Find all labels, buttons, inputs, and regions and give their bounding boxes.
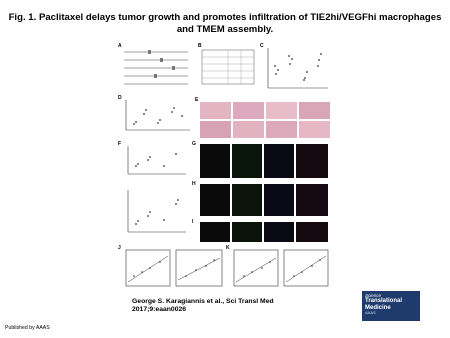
panel-c <box>260 44 330 96</box>
fluor-micrograph-h4 <box>296 184 328 216</box>
panel-f-plot <box>118 142 188 182</box>
panel-f <box>118 142 188 182</box>
panel-g <box>192 142 330 180</box>
he-micrograph-4 <box>299 102 330 119</box>
panel-label-k: K <box>226 245 230 251</box>
citation-line1: George S. Karagiannis et al., Sci Transl Med <box>132 298 274 305</box>
panel-label-c: C <box>260 43 264 49</box>
citation <box>132 298 274 315</box>
fluor-micrograph-i3 <box>264 222 294 242</box>
he-micrograph-3 <box>266 102 297 119</box>
he-micrograph-7 <box>266 121 297 138</box>
he-micrograph-6 <box>233 121 264 138</box>
panel-label-a: A <box>118 43 122 49</box>
fluor-micrograph-g1 <box>200 144 230 178</box>
panel-label-b: B <box>198 43 202 49</box>
fluor-micrograph-h3 <box>264 184 294 216</box>
figure-title <box>0 12 450 36</box>
panel-j <box>118 246 224 290</box>
panel-k <box>226 246 330 290</box>
fluor-micrograph-h2 <box>232 184 262 216</box>
fluor-micrograph-i1 <box>200 222 230 242</box>
fluor-micrograph-i4 <box>296 222 328 242</box>
fluor-micrograph-g4 <box>296 144 328 178</box>
panel-f-lower-plot <box>118 186 188 240</box>
fluor-micrograph-h1 <box>200 184 230 216</box>
panel-a-schematic <box>118 44 194 88</box>
he-micrograph-8 <box>299 121 330 138</box>
panel-c-plot <box>260 44 330 96</box>
he-micrograph-2 <box>233 102 264 119</box>
logo-line3: Medicine <box>365 304 391 311</box>
he-micrograph-5 <box>200 121 231 138</box>
figure-title-line2: and TMEM assembly. <box>176 24 274 35</box>
citation-line2: 2017;9:eaan0026 <box>132 306 187 314</box>
fluor-micrograph-i2 <box>232 222 262 242</box>
panel-h <box>192 182 330 218</box>
fluor-micrograph-g3 <box>264 144 294 178</box>
panel-b-table <box>198 44 256 88</box>
figure-title-line1: Fig. 1. Paclitaxel delays tumor growth and promotes infiltration of TIE2hi/VEGFhi macrophages <box>8 12 442 23</box>
panel-label-g: G <box>192 141 196 147</box>
panel-b <box>198 44 256 88</box>
he-micrograph-1 <box>200 102 231 119</box>
panel-label-j: J <box>118 245 121 251</box>
footer-publisher: Published by AAAS <box>5 325 50 331</box>
logo-line2: Translational <box>365 298 403 304</box>
journal-logo <box>362 291 420 321</box>
fluor-micrograph-g2 <box>232 144 262 178</box>
panel-d-plot <box>118 96 192 138</box>
panel-k-plots <box>226 246 330 290</box>
logo-line1: Science <box>365 293 382 298</box>
figure-image <box>116 44 332 291</box>
panel-d <box>118 96 192 138</box>
panel-j-plots <box>118 246 224 290</box>
panel-label-e: E <box>195 97 199 103</box>
panel-label-d: D <box>118 95 122 101</box>
panel-i <box>192 220 330 242</box>
logo-line4: AAAS <box>365 310 376 315</box>
panel-label-f: F <box>118 141 122 147</box>
panel-label-i: I <box>192 219 194 225</box>
panel-label-h: H <box>192 181 196 187</box>
panel-e <box>195 97 330 138</box>
panel-f-lower <box>118 186 188 240</box>
panel-a <box>118 44 194 88</box>
